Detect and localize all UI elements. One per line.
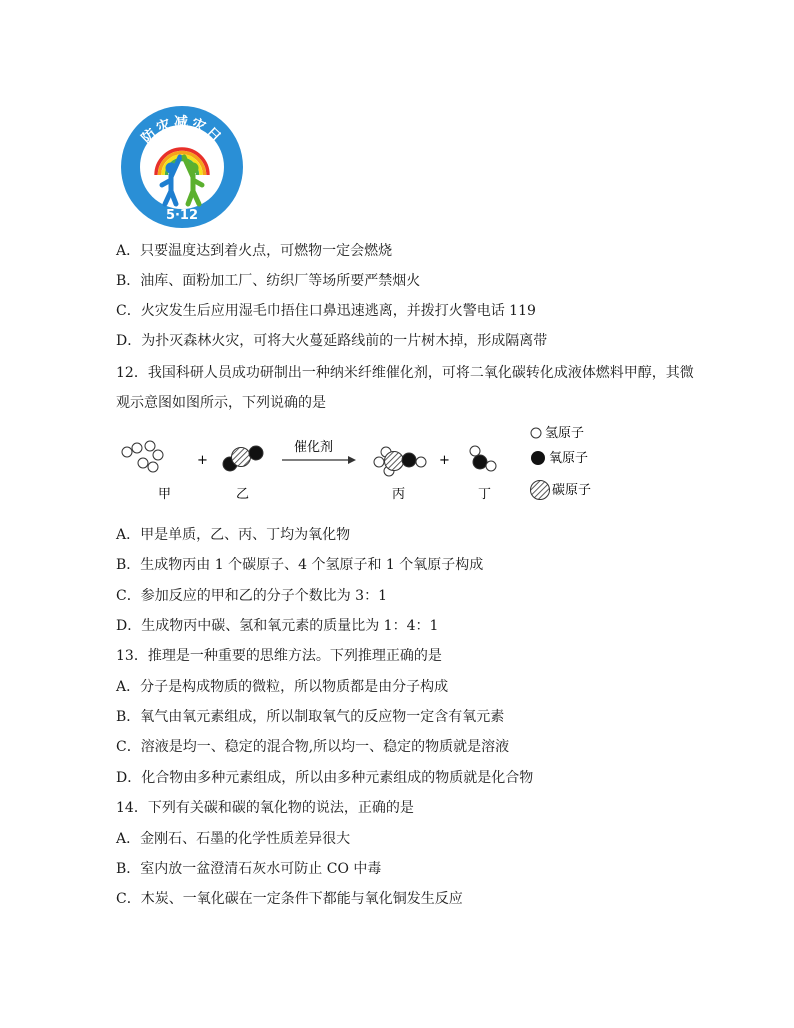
arrow-head-icon <box>348 456 356 464</box>
q14-option-c: C．木炭、一氧化碳在一定条件下都能与氧化铜发生反应 <box>116 891 463 907</box>
legend-carbon: 碳原子 <box>552 483 592 498</box>
molecule-ding <box>470 446 496 471</box>
q13-stem: 13．推理是一种重要的思维方法。下列推理正确的是 <box>116 648 442 664</box>
legend-hydrogen: 氢原子 <box>545 426 585 441</box>
q12-option-a: A．甲是单质，乙、丙、丁均为氧化物 <box>116 527 351 543</box>
legend-oxygen: 氧原子 <box>549 451 589 466</box>
q12-stem-line2: 观示意图如图所示，下列说确的是 <box>116 395 326 411</box>
q12-option-b: B．生成物丙由 1 个碳原子、4 个氢原子和 1 个氧原子构成 <box>116 557 484 573</box>
q12-option-c: C．参加反应的甲和乙的分子个数比为 3：1 <box>116 588 387 604</box>
q14-option-a: A．金刚石、石墨的化学性质差异很大 <box>116 831 351 847</box>
q11-option-b: B．油库、面粉加工厂、纺织厂等场所要严禁烟火 <box>116 273 421 289</box>
q13-option-b: B．氧气由氧元素组成，所以制取氧气的反应物一定含有氧元素 <box>116 709 505 725</box>
legend <box>531 426 592 500</box>
q13-option-d: D．化合物由多种元素组成，所以由多种元素组成的物质就是化合物 <box>116 770 534 786</box>
label-bing: 丙 <box>392 487 406 502</box>
q14-option-b: B．室内放一盆澄清石灰水可防止 CO 中毒 <box>116 861 382 877</box>
catalyst-label: 催化剂 <box>294 440 334 455</box>
q13-option-c: C．溶液是均一、稳定的混合物,所以均一、稳定的物质就是溶液 <box>116 739 510 755</box>
molecule-yi <box>223 446 263 471</box>
q11-option-a: A．只要温度达到着火点，可燃物一定会燃烧 <box>116 243 393 259</box>
q14-stem: 14．下列有关碳和碳的氧化物的说法，正确的是 <box>116 800 414 816</box>
disaster-prevention-day-logo <box>120 105 244 229</box>
molecule-bing <box>374 447 426 476</box>
oxygen-legend-icon <box>531 451 545 465</box>
q11-option-c: C．火灾发生后应用湿毛巾捂住口鼻迅速逃离，并拨打火警电话 119 <box>116 303 536 319</box>
reaction-micro-diagram <box>110 418 630 510</box>
q12-stem-line1: 12．我国科研人员成功研制出一种纳米纤维催化剂，可将二氧化碳转化成液体燃料甲醇，其微 <box>116 365 694 381</box>
q12-option-d: D．生成物丙中碳、氢和氧元素的质量比为 1：4：1 <box>116 618 439 634</box>
label-yi: 乙 <box>236 487 250 502</box>
plus-sign-2: + <box>439 453 450 468</box>
q13-option-a: A．分子是构成物质的微粒，所以物质都是由分子构成 <box>116 679 449 695</box>
label-ding: 丁 <box>478 487 492 502</box>
label-jia: 甲 <box>158 487 172 502</box>
q11-option-d: D．为扑灭森林火灾，可将大火蔓延路线前的一片树木掉，形成隔离带 <box>116 333 548 349</box>
logo-date: 5·12 <box>165 208 199 223</box>
carbon-legend-icon <box>531 481 550 500</box>
logo-top-text: 防灾减灾日 <box>138 115 226 148</box>
hydrogen-legend-icon <box>531 428 541 438</box>
plus-sign-1: + <box>197 453 208 468</box>
molecule-group-jia <box>122 441 163 472</box>
